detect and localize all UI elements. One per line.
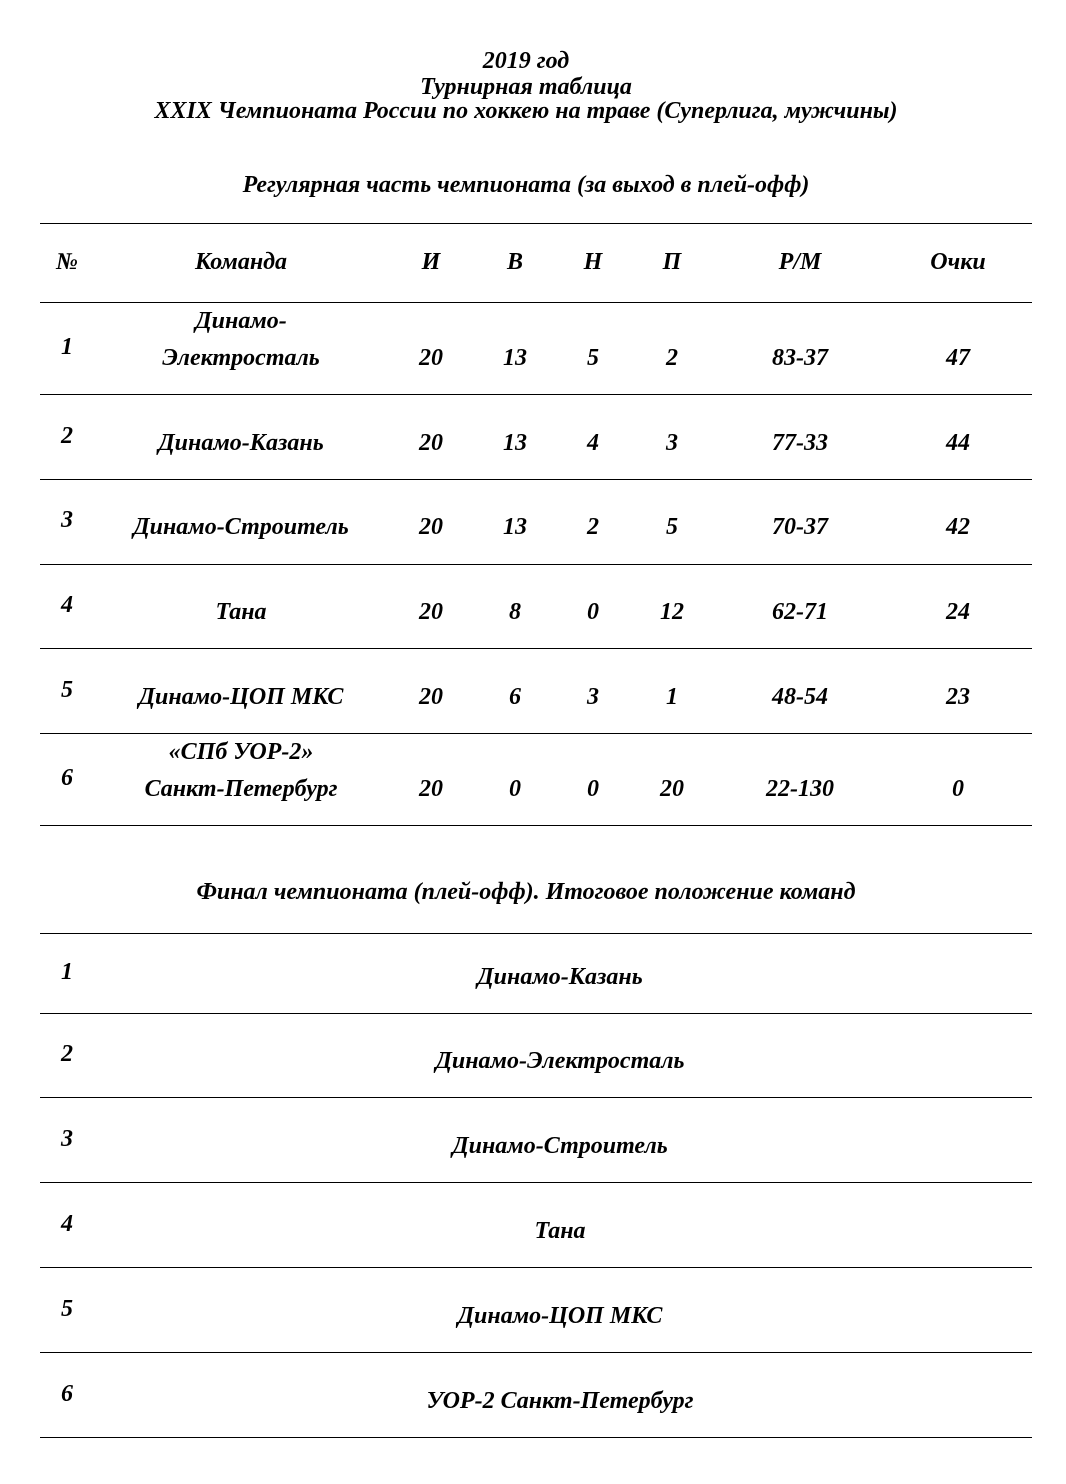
losses-value: 2 (666, 345, 678, 371)
losses-value: 5 (666, 514, 678, 540)
goals-value: 62-71 (772, 599, 828, 625)
place-number: 5 (61, 1296, 73, 1322)
column-header-losses: П (662, 249, 682, 275)
place-number: 3 (61, 1126, 73, 1152)
team-name: Динамо-Казань (477, 964, 643, 990)
team-name: Динамо-Строитель (133, 514, 349, 540)
losses-value: 12 (660, 599, 684, 625)
table-rule (40, 1352, 1032, 1353)
column-header-points: Очки (930, 249, 986, 275)
games-value: 20 (419, 776, 443, 802)
team-name: Динамо-Электросталь (435, 1048, 685, 1074)
table-rule (40, 479, 1032, 480)
wins-value: 6 (509, 684, 521, 710)
column-header-draws: Н (583, 249, 603, 275)
games-value: 20 (419, 599, 443, 625)
team-name: Тана (534, 1218, 586, 1244)
goals-value: 22-130 (766, 776, 834, 802)
team-name-line1: «СПб УОР-2» (168, 739, 314, 765)
draws-value: 3 (587, 684, 599, 710)
column-header-wins: В (506, 249, 523, 275)
points-value: 24 (946, 599, 970, 625)
row-number: 2 (61, 423, 73, 449)
table-rule (40, 933, 1032, 934)
table-rule (40, 1437, 1032, 1438)
wins-value: 13 (503, 514, 527, 540)
draws-value: 5 (587, 345, 599, 371)
goals-value: 77-33 (772, 430, 828, 456)
place-number: 2 (61, 1041, 73, 1067)
place-number: 4 (61, 1211, 73, 1237)
row-number: 5 (61, 677, 73, 703)
row-number: 4 (61, 592, 73, 618)
table-rule (40, 1097, 1032, 1098)
row-number: 3 (61, 507, 73, 533)
table-rule (40, 1182, 1032, 1183)
regular-season-title: Регулярная часть чемпионата (за выход в плей-офф) (242, 172, 810, 198)
points-value: 47 (946, 345, 970, 371)
wins-value: 0 (509, 776, 521, 802)
championship-title: XXIX Чемпионата России по хоккею на траве (Суперлига, мужчины) (154, 98, 898, 124)
document-year: 2019 год (482, 48, 570, 74)
goals-value: 83-37 (772, 345, 828, 371)
wins-value: 8 (509, 599, 521, 625)
final-standings-title: Финал чемпионата (плей-офф). Итоговое положение команд (196, 879, 856, 905)
points-value: 42 (946, 514, 970, 540)
draws-value: 2 (587, 514, 599, 540)
goals-value: 48-54 (772, 684, 828, 710)
games-value: 20 (419, 345, 443, 371)
place-number: 1 (61, 959, 73, 985)
team-name: Тана (215, 599, 267, 625)
losses-value: 1 (666, 684, 678, 710)
table-rule (40, 1267, 1032, 1268)
team-name-line1: Динамо- (195, 308, 287, 334)
table-rule (40, 648, 1032, 649)
table-rule (40, 223, 1032, 224)
table-rule (40, 825, 1032, 826)
row-number: 6 (61, 765, 73, 791)
team-name: УОР-2 Санкт-Петербург (426, 1388, 694, 1414)
goals-value: 70-37 (772, 514, 828, 540)
games-value: 20 (419, 430, 443, 456)
team-name: Динамо-ЦОП МКС (457, 1303, 663, 1329)
column-header-goals: Р/М (778, 249, 822, 275)
team-name: Динамо-Казань (158, 430, 324, 456)
row-number: 1 (61, 334, 73, 360)
points-value: 23 (946, 684, 970, 710)
table-rule (40, 394, 1032, 395)
losses-value: 20 (660, 776, 684, 802)
team-name: Динамо-ЦОП МКС (138, 684, 344, 710)
team-name-line2: Санкт-Петербург (144, 776, 338, 802)
games-value: 20 (419, 514, 443, 540)
place-number: 6 (61, 1381, 73, 1407)
points-value: 44 (946, 430, 970, 456)
losses-value: 3 (666, 430, 678, 456)
games-value: 20 (419, 684, 443, 710)
wins-value: 13 (503, 430, 527, 456)
table-rule (40, 1013, 1032, 1014)
draws-value: 0 (587, 599, 599, 625)
draws-value: 0 (587, 776, 599, 802)
table-rule (40, 564, 1032, 565)
team-name-line2: Электросталь (162, 345, 320, 371)
team-name: Динамо-Строитель (452, 1133, 668, 1159)
points-value: 0 (952, 776, 964, 802)
column-header-number: № (56, 249, 78, 275)
column-header-games: И (421, 249, 441, 275)
column-header-team: Команда (194, 249, 288, 275)
draws-value: 4 (587, 430, 599, 456)
document-title: Турнирная таблица (420, 74, 632, 100)
wins-value: 13 (503, 345, 527, 371)
